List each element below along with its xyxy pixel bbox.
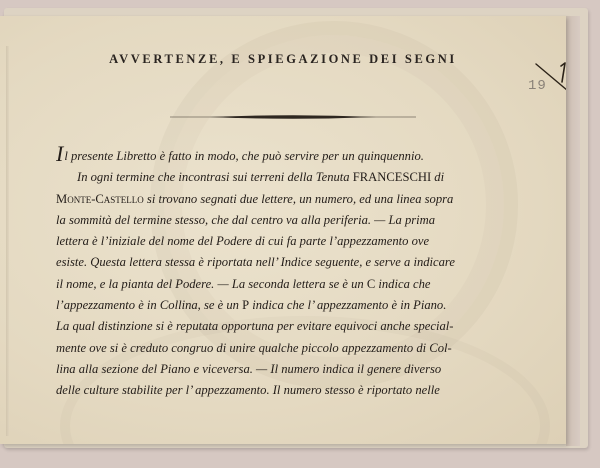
text-segment: indica che l’ appezzamento è in Piano. [249, 298, 447, 313]
roman-text: C [366, 276, 376, 291]
text-segment: l’appezzamento è in Collina, se è un [56, 298, 243, 313]
text-segment: lina alla sezione del Piano e viceversa. — Il numero indica il genere diverso [56, 361, 442, 376]
text-line [56, 316, 552, 337]
page-number: 19 [528, 78, 547, 94]
text-line [56, 167, 552, 188]
text-line [56, 252, 552, 273]
roman-text: P [242, 298, 250, 313]
text-segment: lettera è l’iniziale del nome del Podere di cui fa parte l’appezzamento ove [56, 234, 430, 249]
text-segment: di [431, 170, 445, 185]
text-segment: l presente Libretto è fatto in modo, che può servire per un quinquennio. [64, 149, 424, 163]
text-segment: In ogni termine che incontrasi sui terreni della Tenuta [77, 170, 353, 185]
text-line [56, 146, 552, 167]
text-segment: si trovano segnati due lettere, un numero, ed una linea sopra [143, 191, 454, 206]
text-line [56, 380, 552, 401]
text-segment: il nome, e la pianta del Podere. — La seconda lettera se è un [56, 276, 367, 291]
text-segment: esiste. Questa lettera stessa è riportata nell’ Indice seguente, e serve a indicare [56, 255, 455, 270]
text-line [56, 189, 552, 210]
text-line [56, 359, 552, 380]
section-heading: AVVERTENZE, E SPIEGAZIONE DEI SEGNI [109, 52, 457, 66]
document-page [0, 16, 566, 444]
ornamental-divider [170, 112, 416, 122]
text-line [56, 231, 552, 252]
text-segment: indica che [375, 276, 431, 291]
text-line [56, 338, 552, 359]
text-segment: La qual distinzione si è reputata opportuna per evitare equivoci anche special- [56, 319, 454, 334]
text-line [56, 295, 552, 316]
roman-text: FRANCESCHI [352, 170, 432, 185]
body-text [56, 146, 552, 402]
page-edge-shadow [566, 16, 580, 446]
handwritten-pen-mark [534, 60, 566, 100]
text-line [56, 210, 552, 231]
binding-edge [6, 46, 9, 436]
text-segment: la sommità del termine stesso, che dal centro va alla periferia. — La prima [56, 212, 436, 227]
small-caps-text: Monte-Castello [56, 191, 144, 206]
text-segment: delle culture stabilite per l’ appezzamento. Il numero stesso è riportato nelle [56, 383, 440, 398]
drop-initial: I [56, 146, 64, 166]
text-segment: mente ove si è creduto congruo di unire qualche piccolo appezzamento di Col- [56, 340, 452, 355]
text-line [56, 274, 552, 295]
